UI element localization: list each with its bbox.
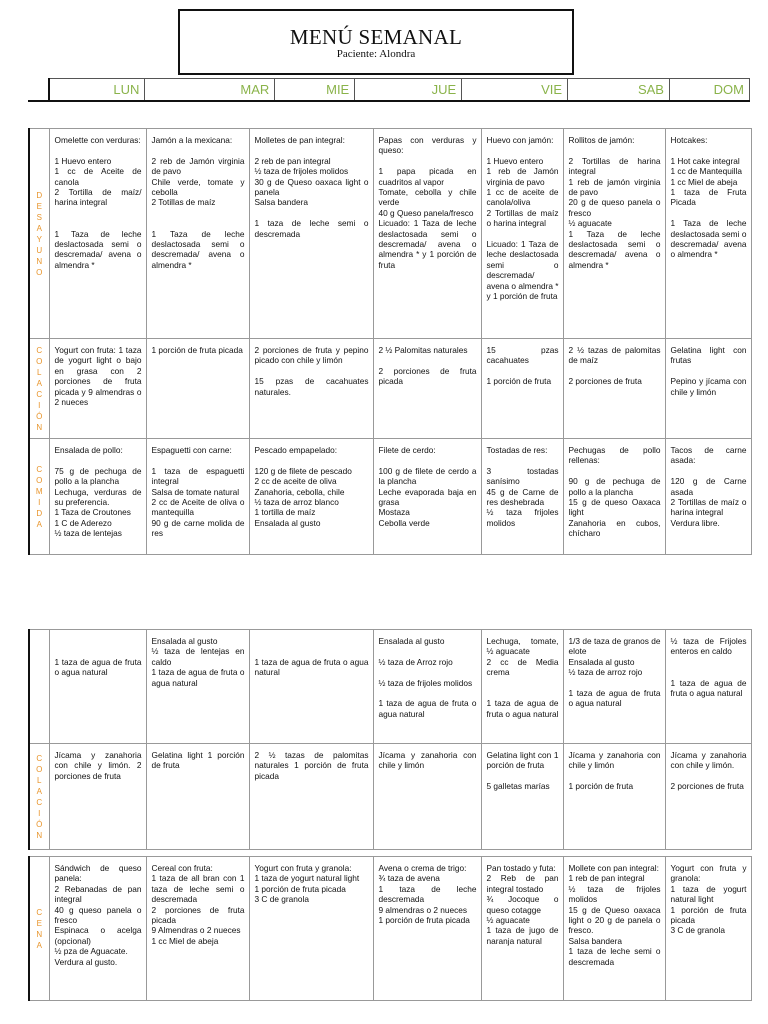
meal-cell-fri bbox=[481, 630, 563, 744]
meal-cell-fri bbox=[481, 857, 563, 1001]
meal-cell-text: Ensalada de pollo: 75 g de pechuga de pollo a la plancha Lechuga, verduras de su preferencia. 1 Taza de Croutones 1 C de Aderezo ½ taza de lentejas bbox=[54, 445, 142, 539]
meal-cell-fri bbox=[481, 744, 563, 850]
meal-label-text: C O M I D A bbox=[35, 464, 43, 529]
meal-cell-text: Tostadas de res: 3 tostadas sanísimo 45 g de Carne de res deshebrada ½ taza frijoles molidos bbox=[486, 445, 559, 528]
meal-cell-tue bbox=[146, 744, 249, 850]
days-header bbox=[28, 78, 750, 101]
meal-cell-mon bbox=[49, 339, 146, 439]
meal-cell-thu bbox=[373, 857, 481, 1001]
meal-cell-sat bbox=[563, 129, 665, 339]
meal-cell-text: 2 porciones de fruta y pepino picado con chile y limón 15 pzas de cacahuates naturales. bbox=[254, 345, 369, 397]
meal-cell-sun bbox=[665, 744, 751, 850]
meal-cell-text: 1 taza de agua de fruta o agua natural bbox=[54, 656, 142, 678]
meal-cell-wed bbox=[249, 129, 373, 339]
meal-table-3 bbox=[28, 856, 752, 1001]
day-fri: VIE bbox=[462, 79, 568, 101]
meal-cell-tue bbox=[146, 129, 249, 339]
meal-label bbox=[29, 630, 49, 744]
patient-name: Paciente: Alondra bbox=[336, 48, 416, 60]
meal-cell-text: Hotcakes: 1 Hot cake integral 1 cc de Mantequilla 1 cc Miel de abeja 1 taza de Fruta Picada 1 Taza de leche deslactosada semi o descremada/ avena o almendra * bbox=[670, 135, 747, 260]
meal-cell-mon bbox=[49, 129, 146, 339]
meal-cell-text: Filete de cerdo: 100 g de filete de cerdo a la plancha Leche evaporada baja en grasa Mostaza Cebolla verde bbox=[378, 445, 477, 528]
meal-cell-text: Yogurt con fruta y granola: 1 taza de yogurt natural light 1 porción de fruta picada 3 C de granola bbox=[254, 863, 360, 905]
meal-row bbox=[29, 339, 751, 439]
meal-cell-sun bbox=[665, 339, 751, 439]
meal-cell-text: Jícama y zanahoria con chile y limón. 2 porciones de fruta bbox=[54, 750, 142, 781]
meal-cell-text: 1 taza de agua de fruta o agua natural bbox=[254, 656, 369, 678]
meal-cell-sat bbox=[563, 857, 665, 1001]
meal-cell-mon bbox=[49, 439, 146, 555]
meal-cell-text: 1/3 de taza de granos de elote Ensalada al gusto ½ taza de arroz rojo 1 taza de agua de fruta o agua natural bbox=[568, 636, 661, 709]
meal-label bbox=[29, 129, 49, 339]
meal-cell-sat bbox=[563, 744, 665, 850]
day-thu: JUE bbox=[355, 79, 462, 101]
meal-cell-tue bbox=[146, 439, 249, 555]
meal-cell-text: Sándwich de queso panela: 2 Rebanadas de pan integral 40 g queso panela o fresco Espinaca o acelga (opcional) ½ pza de Aguacate. Verdura al gusto. bbox=[54, 863, 142, 967]
meal-cell-text: Cereal con fruta: 1 taza de all bran con 1 taza de leche semi o descremada 2 porciones de fruta picada 9 Almendras o 2 nueces 1 cc Miel de abeja bbox=[151, 863, 245, 946]
meal-cell-text: Gelatina light 1 porción de fruta bbox=[151, 750, 245, 771]
meal-cell-text: Gelatina light con frutas Pepino y jícama con chile y limón bbox=[670, 345, 747, 397]
meal-cell-text: Papas con verduras y queso: 1 papa picada en cuadritos al vapor Tomate, cebolla y chile verde 40 g Queso panela/fresco Licuado: 1 Taza de leche deslactosada semi o descremada/ avena o almendra * y 1 porción de fruta bbox=[378, 135, 477, 270]
meal-row bbox=[29, 129, 751, 339]
meal-cell-text: Tacos de carne asada: 120 g de Carne asada 2 Tortillas de maíz o harina integral Verdura libre. bbox=[670, 445, 747, 528]
day-tue: MAR bbox=[145, 79, 275, 101]
meal-cell-sat bbox=[563, 339, 665, 439]
meal-cell-text: Omelette con verduras: 1 Huevo entero 1 cc de Aceite de canola 2 Tortilla de maíz/ harina integral 1 Taza de leche deslactosada semi o descremada/ avena o almendra * bbox=[54, 135, 142, 270]
header-divider bbox=[28, 100, 750, 102]
meal-cell-wed bbox=[249, 857, 373, 1001]
meal-cell-text: Avena o crema de trigo: ¾ taza de avena 1 taza de leche descremada 9 almendras o 2 nueces 1 porción de fruta picada bbox=[378, 863, 477, 926]
meal-cell-fri bbox=[481, 129, 563, 339]
meal-label bbox=[29, 857, 49, 1001]
meal-cell-wed bbox=[249, 439, 373, 555]
day-sat: SAB bbox=[568, 79, 670, 101]
day-wed: MIE bbox=[275, 79, 355, 101]
meal-cell-text: Yogurt con fruta: 1 taza de yogurt light o bajo en grasa con 2 porciones de fruta picada y 9 almendras o 2 nueces bbox=[54, 345, 142, 408]
meal-cell-sun bbox=[665, 129, 751, 339]
meal-table-1 bbox=[28, 128, 752, 555]
meal-cell-text: Molletes de pan integral: 2 reb de pan integral ½ taza de frijoles molidos 30 g de Queso oaxaca light o panela Salsa bandera 1 taza de leche semi o descremada bbox=[254, 135, 369, 239]
meal-cell-fri bbox=[481, 439, 563, 555]
meal-row bbox=[29, 857, 751, 1001]
meal-label bbox=[29, 439, 49, 555]
meal-cell-text: 2 ½ Palomitas naturales 2 porciones de fruta picada bbox=[378, 345, 477, 387]
meal-cell-text: 2 ½ tazas de palomitas naturales 1 porción de fruta picada bbox=[254, 750, 369, 781]
meal-cell-text: Jamón a la mexicana: 2 reb de Jamón virginia de pavo Chile verde, tomate y cebolla 2 Totillas de maíz 1 Taza de leche deslactosada semi o descremada/ avena o almendra * bbox=[151, 135, 245, 270]
meal-cell-text: 2 ½ tazas de palomitas de maíz 2 porciones de fruta bbox=[568, 345, 661, 387]
meal-cell-sat bbox=[563, 439, 665, 555]
day-sun: DOM bbox=[669, 79, 749, 101]
meal-label-text: C E N A bbox=[36, 907, 43, 950]
meal-cell-thu bbox=[373, 129, 481, 339]
meal-cell-text: Pan tostado y futa: 2 Reb de pan integral tostado ¾ Jocoque o queso cotagge ½ aguacate 1 taza de jugo de naranja natural bbox=[486, 863, 559, 946]
meal-cell-text: Jícama y zanahoria con chile y limón bbox=[378, 750, 477, 771]
meal-cell-text: Espaguetti con carne: 1 taza de espaguetti integral Salsa de tomate natural 2 cc de Aceite de oliva o mantequilla 90 g de carne molida de res bbox=[151, 445, 245, 539]
meal-row bbox=[29, 439, 751, 555]
meal-cell-text: Mollete con pan integral: 1 reb de pan integral ½ taza de frijoles molidos 15 g de Queso oaxaca light o 20 g de panela o fresco. Salsa bandera 1 taza de leche semi o descremada bbox=[568, 863, 661, 967]
meal-cell-text: Lechuga, tomate, ½ aguacate 2 cc de Media crema 1 taza de agua de fruta o agua natural bbox=[486, 636, 559, 719]
meal-cell-text: 15 pzas cacahuates 1 porción de fruta bbox=[486, 345, 559, 387]
meal-label-text: C O L A C I Ó N bbox=[36, 753, 43, 840]
meal-cell-wed bbox=[249, 339, 373, 439]
days-header-corner bbox=[28, 79, 49, 101]
meal-row bbox=[29, 630, 751, 744]
meal-cell-tue bbox=[146, 630, 249, 744]
day-mon: LUN bbox=[49, 79, 145, 101]
meal-cell-text: Jícama y zanahoria con chile y limón. 2 porciones de fruta bbox=[670, 750, 747, 792]
meal-cell-text: Rollitos de jamón: 2 Tortillas de harina integral 1 reb de jamón virginia de pavo 20 g de queso panela o fresco ½ aguacate 1 Taza de leche deslactosada semi o descremada/ avena o almendra * bbox=[568, 135, 661, 270]
meal-cell-wed bbox=[249, 630, 373, 744]
meal-cell-wed bbox=[249, 744, 373, 850]
meal-cell-text: Ensalada al gusto ½ taza de Arroz rojo ½ taza de frijoles molidos 1 taza de agua de fruta o agua natural bbox=[378, 636, 477, 719]
meal-label bbox=[29, 744, 49, 850]
meal-cell-fri bbox=[481, 339, 563, 439]
meal-cell-sun bbox=[665, 630, 751, 744]
meal-cell-text: Huevo con jamón: 1 Huevo entero 1 reb de Jamón virginia de pavo 1 cc de aceite de canola/oliva 2 Tortillas de maíz o harina integral Licuado: 1 Taza de leche deslactosada semi o descremada/ avena o almendra * y 1 porción de fruta bbox=[486, 135, 559, 302]
meal-cell-thu bbox=[373, 744, 481, 850]
meal-label bbox=[29, 339, 49, 439]
meal-cell-text: 1 porción de fruta picada bbox=[151, 345, 243, 355]
meal-cell-sat bbox=[563, 630, 665, 744]
meal-cell-mon bbox=[49, 857, 146, 1001]
meal-cell-thu bbox=[373, 439, 481, 555]
meal-row bbox=[29, 744, 751, 850]
meal-cell-text: Ensalada al gusto ½ taza de lentejas en caldo 1 taza de agua de fruta o agua natural bbox=[151, 636, 245, 688]
meal-label-text: D E S A Y U N O bbox=[36, 190, 43, 277]
meal-cell-sun bbox=[665, 439, 751, 555]
meal-cell-text: Pescado empapelado: 120 g de filete de pescado 2 cc de aceite de oliva Zanahoria, cebolla, chile ½ taza de arroz blanco 1 tortilla de maíz Ensalada al gusto bbox=[254, 445, 352, 528]
meal-cell-thu bbox=[373, 339, 481, 439]
meal-cell-text: Jícama y zanahoria con chile y limón 1 porción de fruta bbox=[568, 750, 661, 792]
meal-cell-text: Gelatina light con 1 porción de fruta 5 galletas marías bbox=[486, 750, 559, 792]
page-title: MENÚ SEMANAL bbox=[289, 25, 463, 49]
meal-cell-text: Yogurt con fruta y granola: 1 taza de yogurt natural light 1 porción de fruta picada 3 C de granola bbox=[670, 863, 747, 936]
meal-cell-text: Pechugas de pollo rellenas: 90 g de pechuga de pollo a la plancha 15 g de queso Oaxaca light Zanahoria en cubos, chícharo bbox=[568, 445, 661, 539]
meal-table-2 bbox=[28, 629, 752, 850]
meal-cell-thu bbox=[373, 630, 481, 744]
meal-cell-mon bbox=[49, 744, 146, 850]
meal-cell-text: ½ taza de Frijoles enteros en caldo 1 taza de agua de fruta o agua natural bbox=[670, 636, 747, 699]
meal-cell-tue bbox=[146, 857, 249, 1001]
title-box bbox=[178, 9, 574, 75]
meal-cell-sun bbox=[665, 857, 751, 1001]
meal-cell-tue bbox=[146, 339, 249, 439]
meal-cell-mon bbox=[49, 630, 146, 744]
meal-label-text: C O L A C I Ó N bbox=[36, 345, 43, 432]
